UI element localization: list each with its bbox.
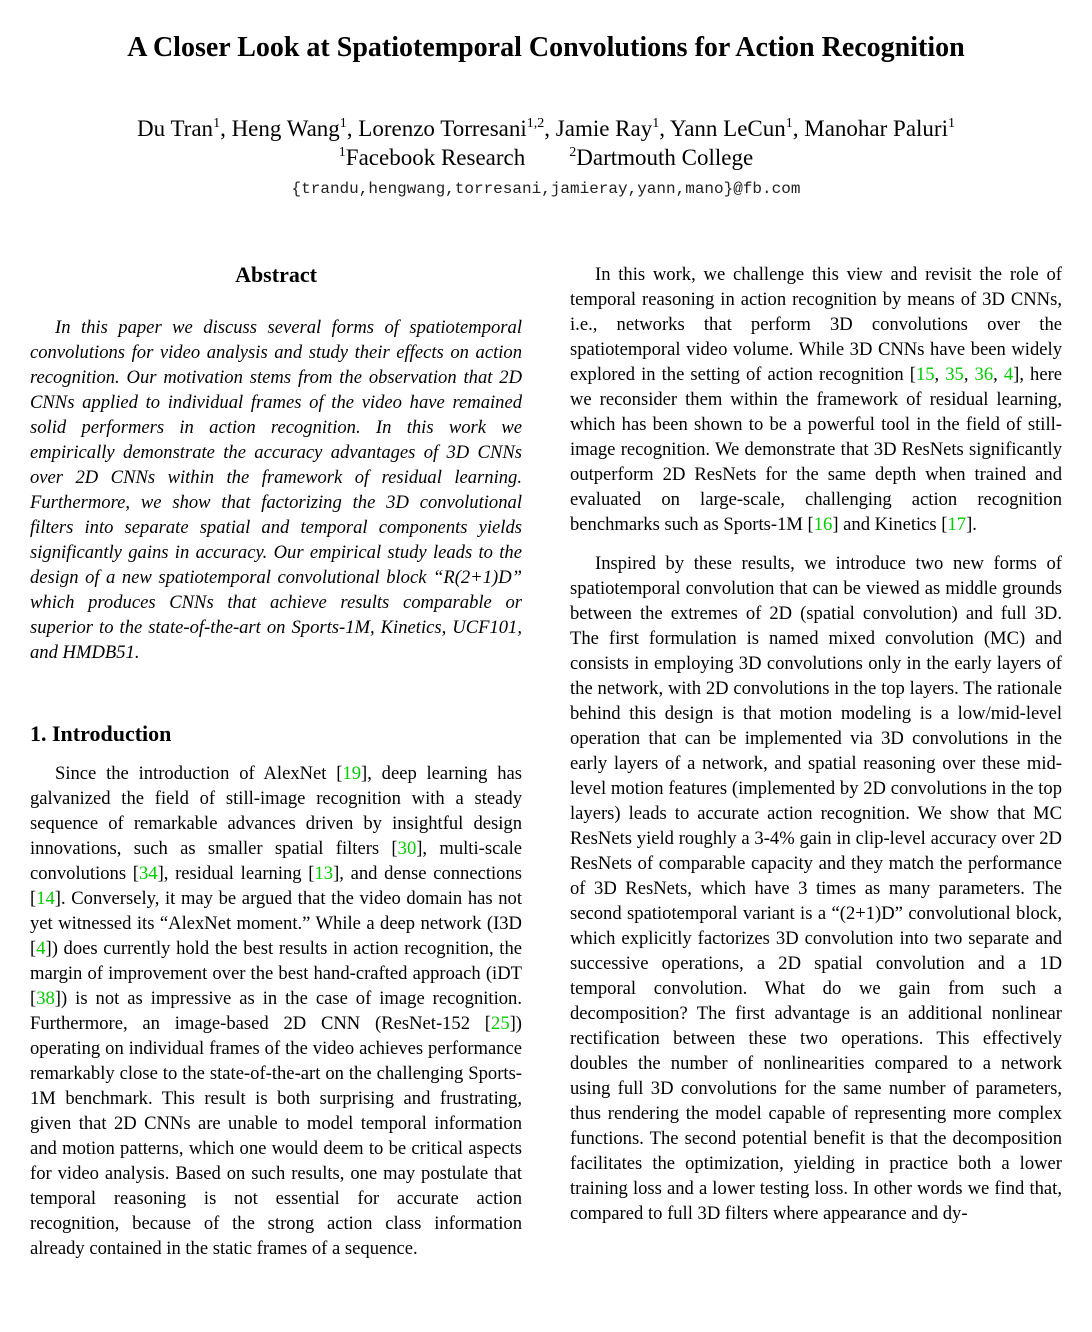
paper-title: A Closer Look at Spatiotemporal Convolutions for Action Recognition bbox=[127, 32, 965, 63]
section-heading-introduction: 1. Introduction bbox=[30, 721, 172, 746]
citation-link[interactable]: 35 bbox=[945, 364, 964, 385]
citation-link[interactable]: 30 bbox=[397, 838, 417, 859]
citation-link[interactable]: 15 bbox=[915, 364, 935, 385]
citation-link[interactable]: 17 bbox=[947, 514, 967, 535]
author: Du Tran$^1$ bbox=[137, 116, 221, 141]
intro-paragraph: In this work, we challenge this view and revisit the role of temporal reasoning in action recognition by means of 3D CNNs, i.e., networks that perform 3D convolutions over the spatiotemporal video volume. While 3D CNNs have been widely explored in the setting of action recognition [15, 35, 36, 4], here we reconsider them within the framework of residual learning, which has been shown to be a powerful tool in the field of still-image recognition. We demonstrate that 3D ResNets significantly outperform 2D ResNets for the same depth when trained and evaluated on large-scale, challenging action recognition benchmarks such as Sports-1M [16] and Kinetics [17]. bbox=[570, 264, 1063, 535]
citation-link[interactable]: 25 bbox=[491, 1013, 510, 1034]
citation-link[interactable]: 16 bbox=[813, 514, 833, 535]
author-emails: {trandu,hengwang,torresani,jamieray,yann,mano}@fb.com bbox=[291, 180, 801, 198]
author: Yann LeCun$^1$ bbox=[669, 116, 793, 141]
abstract-heading: Abstract bbox=[235, 262, 317, 287]
affiliation-list bbox=[0, 143, 1092, 173]
author-list: Du Tran$^1$, Heng Wang$^1$, Lorenzo Torresani$^{1,2}$, Jamie Ray$^1$, Yann LeCun$^1$, Manohar Paluri$^1$ bbox=[137, 116, 955, 141]
citation-link[interactable]: 38 bbox=[36, 988, 55, 1009]
left-column bbox=[30, 262, 522, 1261]
author: Manohar Paluri$^1$ bbox=[804, 116, 955, 141]
abstract-text: In this paper we discuss several forms of spatiotemporal convolutions for video analysis and study their effects on action recognition. Our motivation stems from the observation that 2D CNNs applied to individual frames of the video have remained solid performers in action recognition. In this work we empirically demonstrate the accuracy advantages of 3D CNNs over 2D CNNs within the framework of residual learning. Furthermore, we show that factorizing the 3D convolutional filters into separate spatial and temporal components yields significantly gains in accuracy. Our empirical study leads to the design of a new spatiotemporal convolutional block “R(2+1)D” which produces CNNs that achieve results comparable or superior to the state-of-the-art on Sports-1M, Kinetics, UCF101, and HMDB51. bbox=[30, 317, 522, 663]
author: Lorenzo Torresani$^{1,2}$ bbox=[358, 116, 545, 141]
right-column bbox=[570, 262, 1062, 1226]
citation-link[interactable]: 34 bbox=[138, 863, 158, 884]
citation-link[interactable]: 14 bbox=[36, 888, 55, 909]
citation-link[interactable]: 4 bbox=[36, 938, 46, 959]
affiliation: $^2$Dartmouth College bbox=[569, 145, 754, 170]
intro-paragraph: Inspired by these results, we introduce two new forms of spatiotemporal convolution that can be viewed as middle grounds between the extremes of 2D (spatial convolution) and full 3D. The first formulation is named mixed convolution (MC) and consists in employing 3D convolutions only in the early layers of the network, with 2D convolutions in the top layers. The rationale behind this design is that motion modeling is a low/mid-level operation that can be implemented via 3D convolutions in the early layers of a network, and spatial reasoning over these mid-level motion features (implemented by 2D convolutions in the top layers) leads to accurate action recognition. We show that MC ResNets yield roughly a 3-4% gain in clip-level accuracy over 2D ResNets of comparable capacity and they match the performance of 3D ResNets, which have 3 times as many parameters. The second spatiotemporal variant is a “(2+1)D” convolutional block, which explicitly factorizes 3D convolution into two separate and successive operations, a 2D spatial convolution and a 1D temporal convolution. What do we gain from such a decomposition? The first advantage is an additional nonlinear rectification between these two operations. This effectively doubles the number of nonlinearities compared to a network using full 3D convolutions for the same number of parameters, thus rendering the model capable of representing more complex functions. The second potential benefit is that the decomposition facilitates the optimization, yielding in practice both a lower training loss and a lower testing loss. In other words we find that, compared to full 3D filters where appearance and dy- bbox=[570, 553, 1062, 1224]
intro-paragraph: Since the introduction of AlexNet [19], deep learning has galvanized the field of still-image recognition with a steady sequence of remarkable advances driven by insightful design innovations, such as smaller spatial filters [30], multi-scale convolutions [34], residual learning [13], and dense connections [14]. Conversely, it may be argued that the video domain has not yet witnessed its “AlexNet moment.” While a deep network (I3D [4]) does currently hold the best results in action recognition, the margin of improvement over the best hand-crafted approach (iDT [38]) is not as impressive as in the case of image recognition. Furthermore, an image-based 2D CNN (ResNet-152 [25]) operating on individual frames of the video achieves performance remarkably close to the state-of-the-art on the challenging Sports-1M benchmark. This result is both surprising and frustrating, given that 2D CNNs are unable to model temporal information and motion patterns, which one would deem to be critical aspects for video analysis. Based on such results, one may postulate that temporal reasoning is not essential for accurate action recognition, because of the strong action class information already contained in the static frames of a sequence. bbox=[30, 763, 523, 1259]
citation-link[interactable]: 4 bbox=[1003, 364, 1014, 385]
citation-link[interactable]: 13 bbox=[314, 863, 334, 884]
author: Heng Wang$^1$ bbox=[231, 116, 347, 141]
citation-link[interactable]: 36 bbox=[974, 364, 994, 385]
affiliation: $^1$Facebook Research bbox=[338, 145, 526, 170]
citation-link[interactable]: 19 bbox=[342, 763, 362, 784]
author: Jamie Ray$^1$ bbox=[555, 116, 660, 141]
